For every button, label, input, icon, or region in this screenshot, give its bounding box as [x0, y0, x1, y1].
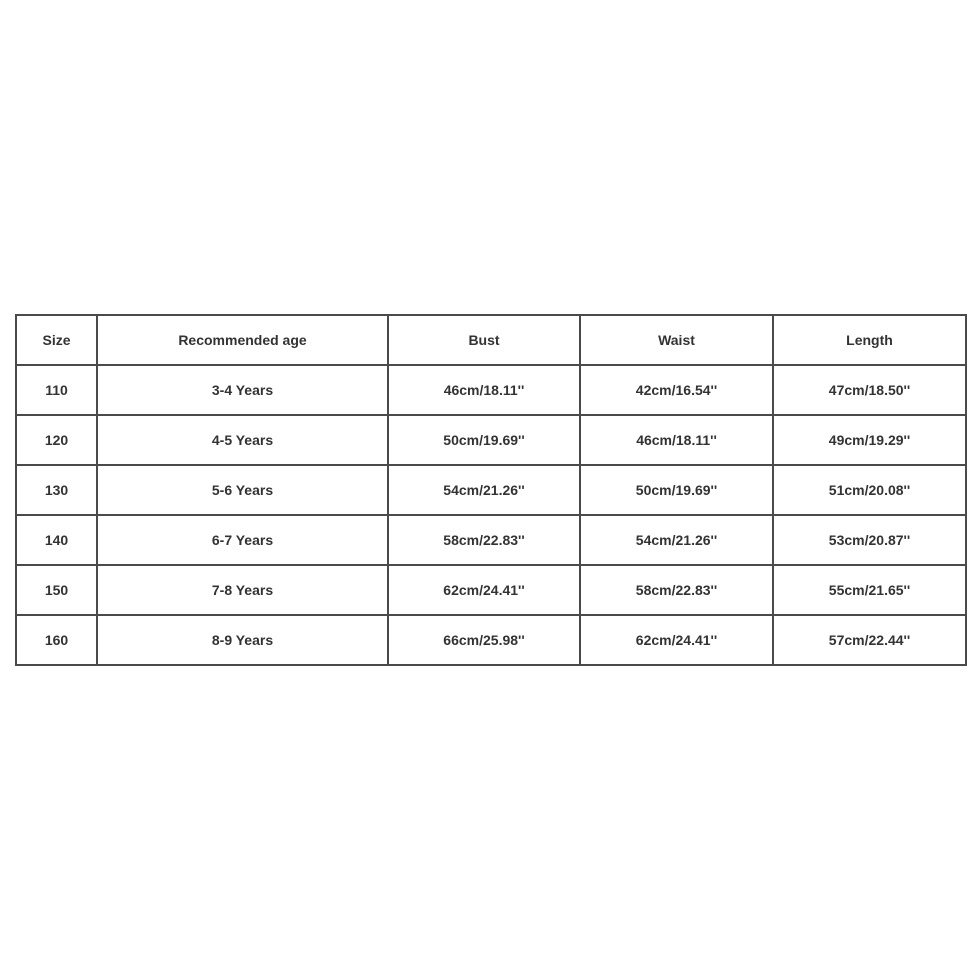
- cell-size: 120: [16, 415, 97, 465]
- table-row: [16, 415, 966, 465]
- cell-length: 47cm/18.50'': [773, 365, 966, 415]
- header-row: [16, 315, 966, 365]
- table-body: [16, 365, 966, 665]
- cell-waist: 46cm/18.11'': [580, 415, 773, 465]
- size-chart-table: [15, 314, 967, 666]
- cell-bust: 62cm/24.41'': [388, 565, 580, 615]
- cell-size: 110: [16, 365, 97, 415]
- cell-recommended-age: 4-5 Years: [97, 415, 388, 465]
- cell-length: 51cm/20.08'': [773, 465, 966, 515]
- cell-recommended-age: 5-6 Years: [97, 465, 388, 515]
- cell-length: 57cm/22.44'': [773, 615, 966, 665]
- table-row: [16, 465, 966, 515]
- header-bust: Bust: [388, 315, 580, 365]
- cell-bust: 54cm/21.26'': [388, 465, 580, 515]
- table-row: [16, 565, 966, 615]
- cell-size: 150: [16, 565, 97, 615]
- cell-recommended-age: 7-8 Years: [97, 565, 388, 615]
- cell-waist: 58cm/22.83'': [580, 565, 773, 615]
- cell-bust: 66cm/25.98'': [388, 615, 580, 665]
- cell-length: 49cm/19.29'': [773, 415, 966, 465]
- cell-waist: 62cm/24.41'': [580, 615, 773, 665]
- table-row: [16, 615, 966, 665]
- cell-recommended-age: 3-4 Years: [97, 365, 388, 415]
- header-recommended-age: Recommended age: [97, 315, 388, 365]
- cell-waist: 54cm/21.26'': [580, 515, 773, 565]
- header-size: Size: [16, 315, 97, 365]
- header-waist: Waist: [580, 315, 773, 365]
- table-row: [16, 515, 966, 565]
- cell-bust: 50cm/19.69'': [388, 415, 580, 465]
- cell-waist: 50cm/19.69'': [580, 465, 773, 515]
- table-row: [16, 365, 966, 415]
- cell-length: 55cm/21.65'': [773, 565, 966, 615]
- cell-size: 130: [16, 465, 97, 515]
- table-header: [16, 315, 966, 365]
- cell-recommended-age: 8-9 Years: [97, 615, 388, 665]
- cell-recommended-age: 6-7 Years: [97, 515, 388, 565]
- cell-size: 140: [16, 515, 97, 565]
- cell-size: 160: [16, 615, 97, 665]
- cell-waist: 42cm/16.54'': [580, 365, 773, 415]
- cell-bust: 46cm/18.11'': [388, 365, 580, 415]
- cell-bust: 58cm/22.83'': [388, 515, 580, 565]
- header-length: Length: [773, 315, 966, 365]
- cell-length: 53cm/20.87'': [773, 515, 966, 565]
